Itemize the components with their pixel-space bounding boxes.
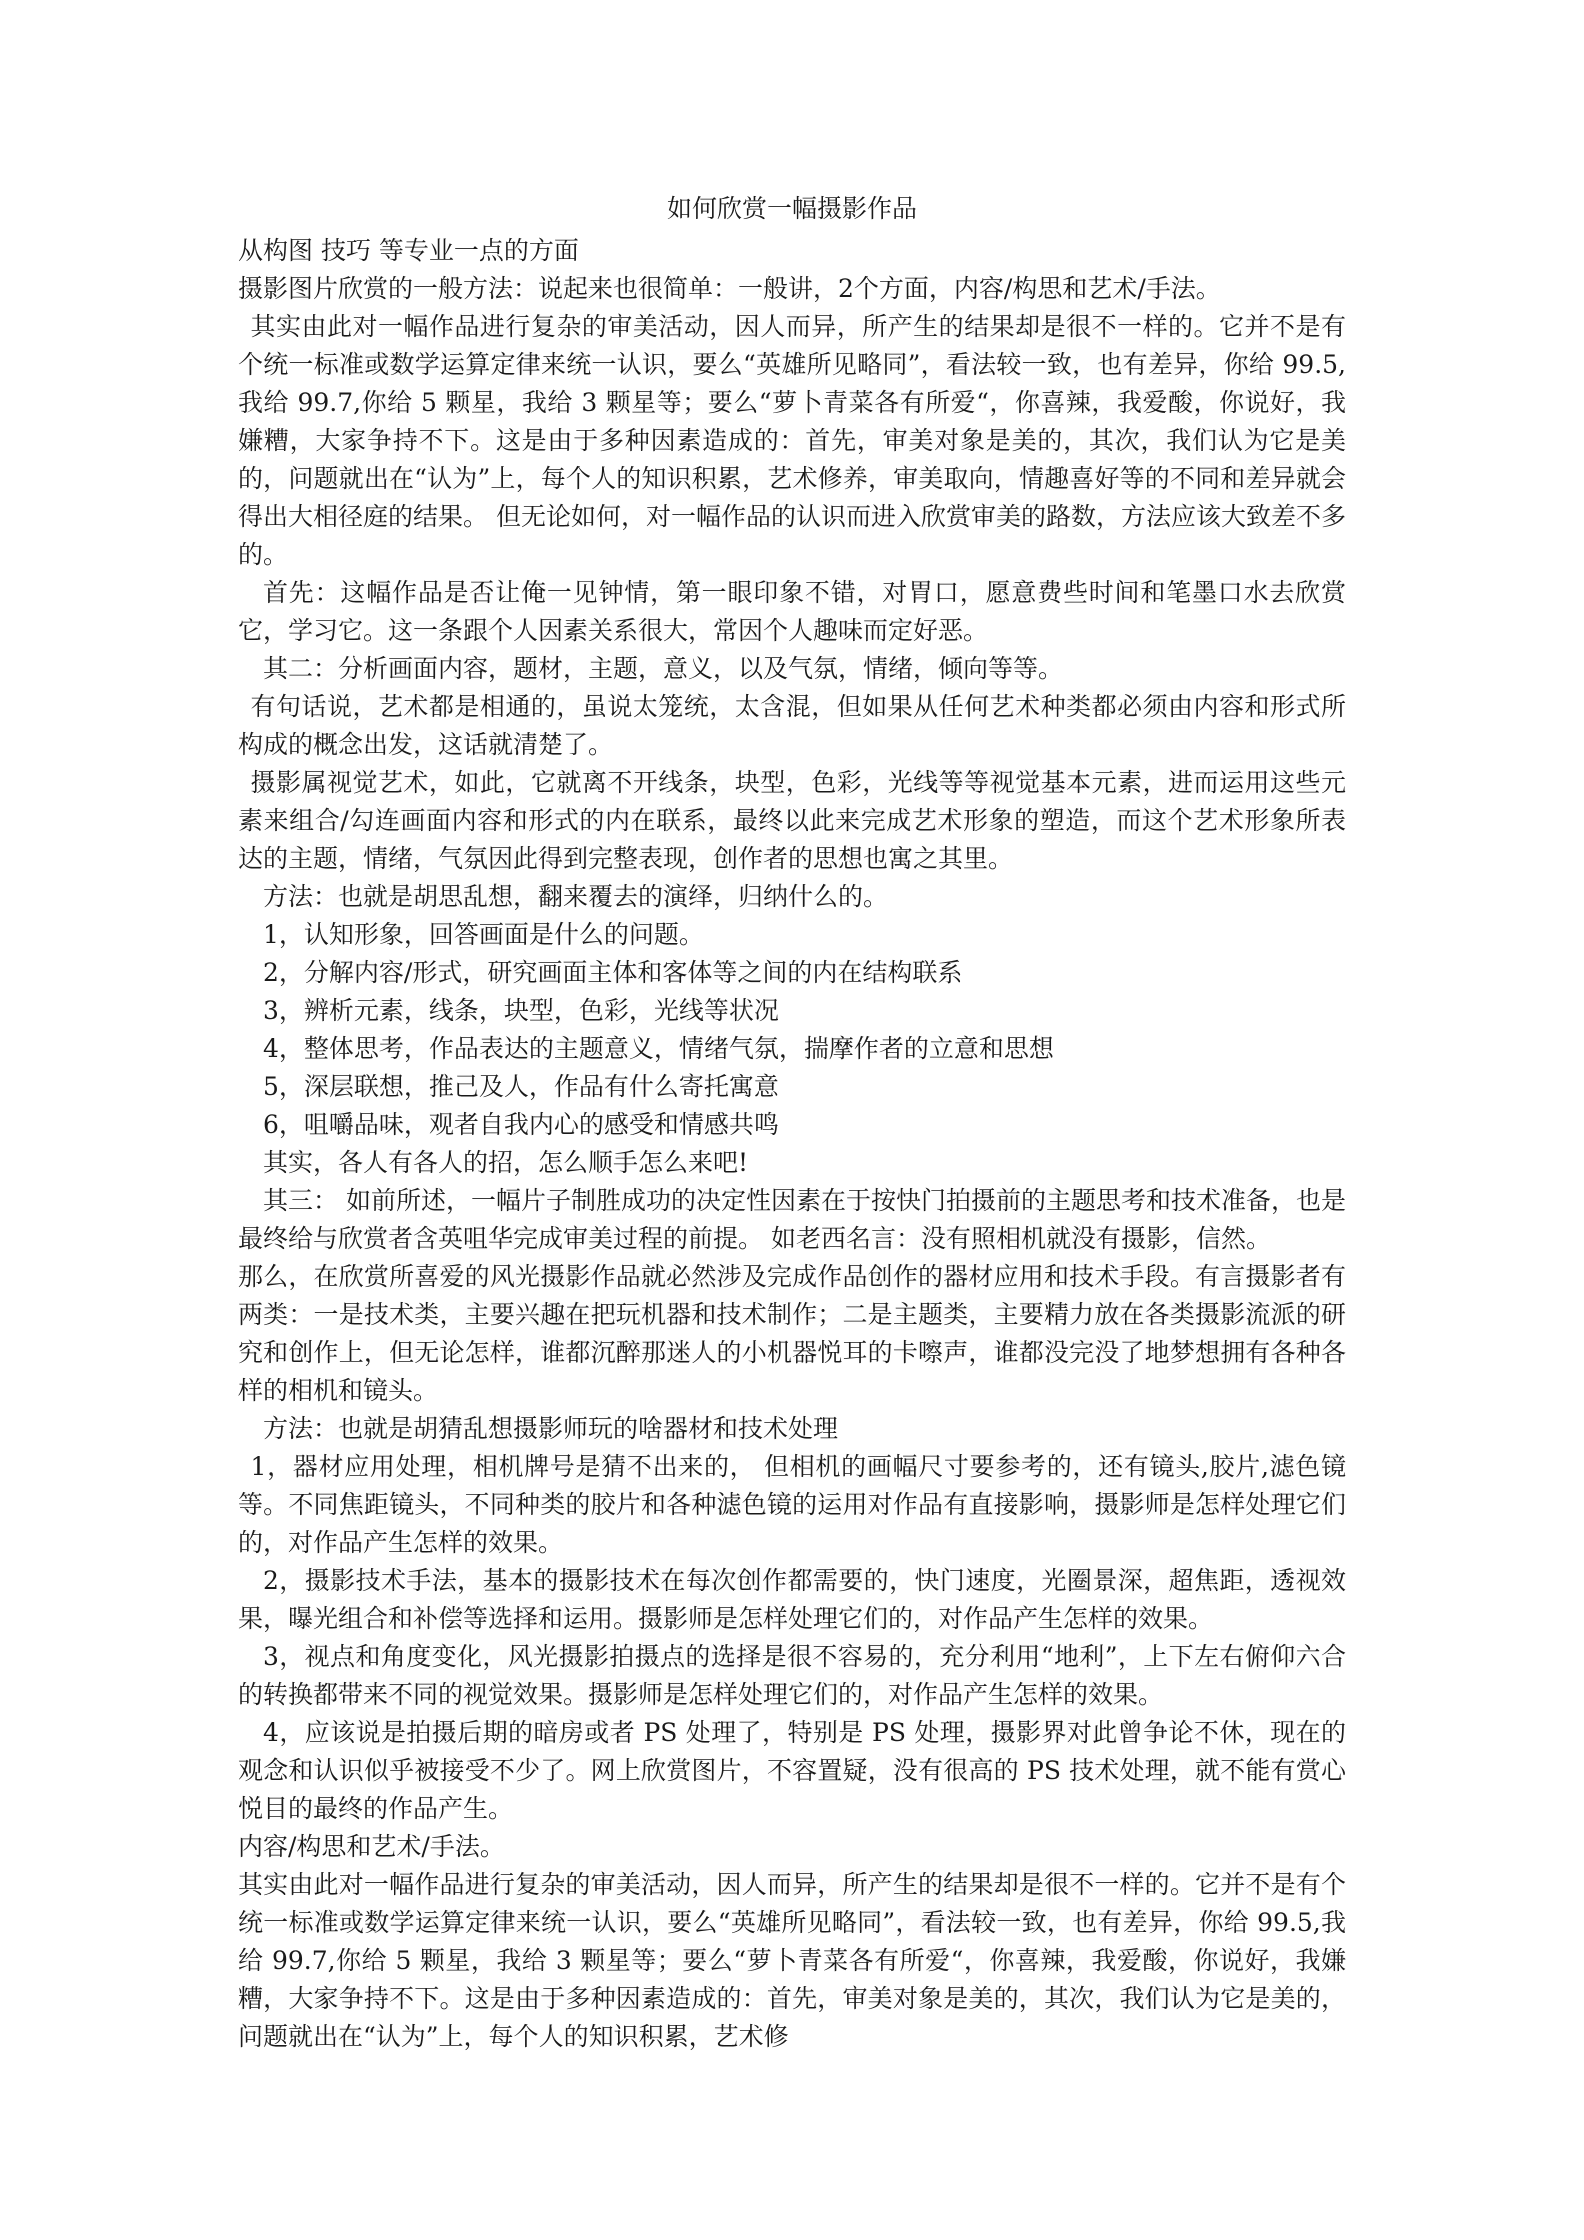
paragraph: 3，视点和角度变化，风光摄影拍摄点的选择是很不容易的，充分利用“地利”，上下左右俯仰六合的转换都带来不同的视觉效果。摄影师是怎样处理它们的，对作品产生怎样的效果。 (238, 1642, 1346, 1709)
paragraph: 首先：这幅作品是否让俺一见钟情，第一眼印象不错，对胃口，愿意费些时间和笔墨口水去欣赏它，学习它。这一条跟个人因素关系很大，常因个人趣味而定好恶。 (238, 578, 1346, 645)
document-page (238, 190, 1346, 2056)
paragraph: 有句话说，艺术都是相通的，虽说太笼统，太含混，但如果从任何艺术种类都必须由内容和形式所构成的概念出发，这话就清楚了。 (238, 692, 1346, 759)
paragraph: 4，整体思考，作品表达的主题意义，情绪气氛，揣摩作者的立意和思想 (263, 1034, 1054, 1063)
paragraph: 方法：也就是胡思乱想，翻来覆去的演绎，归纳什么的。 (263, 882, 889, 911)
document-title: 如何欣赏一幅摄影作品 (666, 194, 917, 223)
document-body (238, 232, 1346, 2056)
paragraph: 2，摄影技术手法，基本的摄影技术在每次创作都需要的，快门速度，光圈景深，超焦距，透视效果，曝光组合和补偿等选择和运用。摄影师是怎样处理它们的，对作品产生怎样的效果。 (238, 1566, 1346, 1633)
paragraph: 其二：分析画面内容，题材，主题，意义，以及气氛，情绪，倾向等等。 (263, 654, 1064, 683)
paragraph: 其实由此对一幅作品进行复杂的审美活动，因人而异，所产生的结果却是很不一样的。它并不是有个统一标准或数学运算定律来统一认识，要么“英雄所见略同”，看法较一致，也有差异，你给 99.5,我给 99.7,你给 5 颗星，我给 3 颗星等；要么“萝卜青菜各有所爱“，你喜辣，我爱酸，你说好，我嫌糟，大家争持不下。这是由于多种因素造成的：首先，审美对象是美的，其次，我们认为它是美的，问题就出在“认为”上，每个人的知识积累，艺术修 (238, 1870, 1346, 2051)
paragraph: 3，辨析元素，线条，块型，色彩，光线等状况 (263, 996, 779, 1025)
paragraph: 5，深层联想，推己及人，作品有什么寄托寓意 (263, 1072, 779, 1101)
paragraph: 其三： 如前所述，一幅片子制胜成功的决定性因素在于按快门拍摄前的主题思考和技术准备，也是最终给与欣赏者含英咀华完成审美过程的前提。 如老西名言：没有照相机就没有摄影，信然。 (238, 1186, 1346, 1253)
paragraph: 1，认知形象，回答画面是什么的问题。 (263, 920, 704, 949)
paragraph: 方法：也就是胡猜乱想摄影师玩的啥器材和技术处理 (263, 1414, 839, 1443)
paragraph: 其实由此对一幅作品进行复杂的审美活动，因人而异，所产生的结果却是很不一样的。它并不是有个统一标准或数学运算定律来统一认识，要么“英雄所见略同”，看法较一致，也有差异，你给 99.5,我给 99.7,你给 5 颗星，我给 3 颗星等；要么“萝卜青菜各有所爱“，你喜辣，我爱酸，你说好，我嫌糟，大家争持不下。这是由于多种因素造成的：首先，审美对象是美的，其次，我们认为它是美的，问题就出在“认为”上，每个人的知识积累，艺术修养，审美取向，情趣喜好等的不同和差异就会得出大相径庭的结果。 但无论如何，对一幅作品的认识而进入欣赏审美的路数，方法应该大致差不多的。 (238, 312, 1346, 569)
paragraph: 4，应该说是拍摄后期的暗房或者 PS 处理了，特别是 PS 处理，摄影界对此曾争论不休，现在的观念和认识似乎被接受不少了。网上欣赏图片，不容置疑，没有很高的 PS 技术处理，就不能有赏心悦目的最终的作品产生。 (238, 1718, 1346, 1823)
paragraph: 其实，各人有各人的招，怎么顺手怎么来吧! (263, 1148, 749, 1177)
paragraph: 摄影图片欣赏的一般方法：说起来也很简单：一般讲，2个方面，内容/构思和艺术/手法。 (238, 274, 1221, 303)
paragraph: 2，分解内容/形式，研究画面主体和客体等之间的内在结构联系 (263, 958, 963, 987)
paragraph: 那么，在欣赏所喜爱的风光摄影作品就必然涉及完成作品创作的器材应用和技术手段。有言摄影者有两类：一是技术类，主要兴趣在把玩机器和技术制作；二是主题类，主要精力放在各类摄影流派的研究和创作上，但无论怎样，谁都沉醉那迷人的小机器悦耳的卡嚓声，谁都没完没了地梦想拥有各种各样的相机和镜头。 (238, 1262, 1346, 1405)
paragraph: 摄影属视觉艺术，如此，它就离不开线条，块型，色彩，光线等等视觉基本元素，进而运用这些元素来组合/勾连画面内容和形式的内在联系，最终以此来完成艺术形象的塑造，而这个艺术形象所表达的主题，情绪，气氛因此得到完整表现，创作者的思想也寓之其里。 (238, 768, 1346, 873)
paragraph: 6，咀嚼品味，观者自我内心的感受和情感共鸣 (263, 1110, 779, 1139)
paragraph: 内容/构思和艺术/手法。 (238, 1832, 505, 1861)
paragraph: 从构图 技巧 等专业一点的方面 (238, 236, 579, 265)
paragraph: 1，器材应用处理，相机牌号是猜不出来的， 但相机的画幅尺寸要参考的，还有镜头,胶片,滤色镜等。不同焦距镜头，不同种类的胶片和各种滤色镜的运用对作品有直接影响，摄影师是怎样处理它们的，对作品产生怎样的效果。 (238, 1452, 1346, 1557)
